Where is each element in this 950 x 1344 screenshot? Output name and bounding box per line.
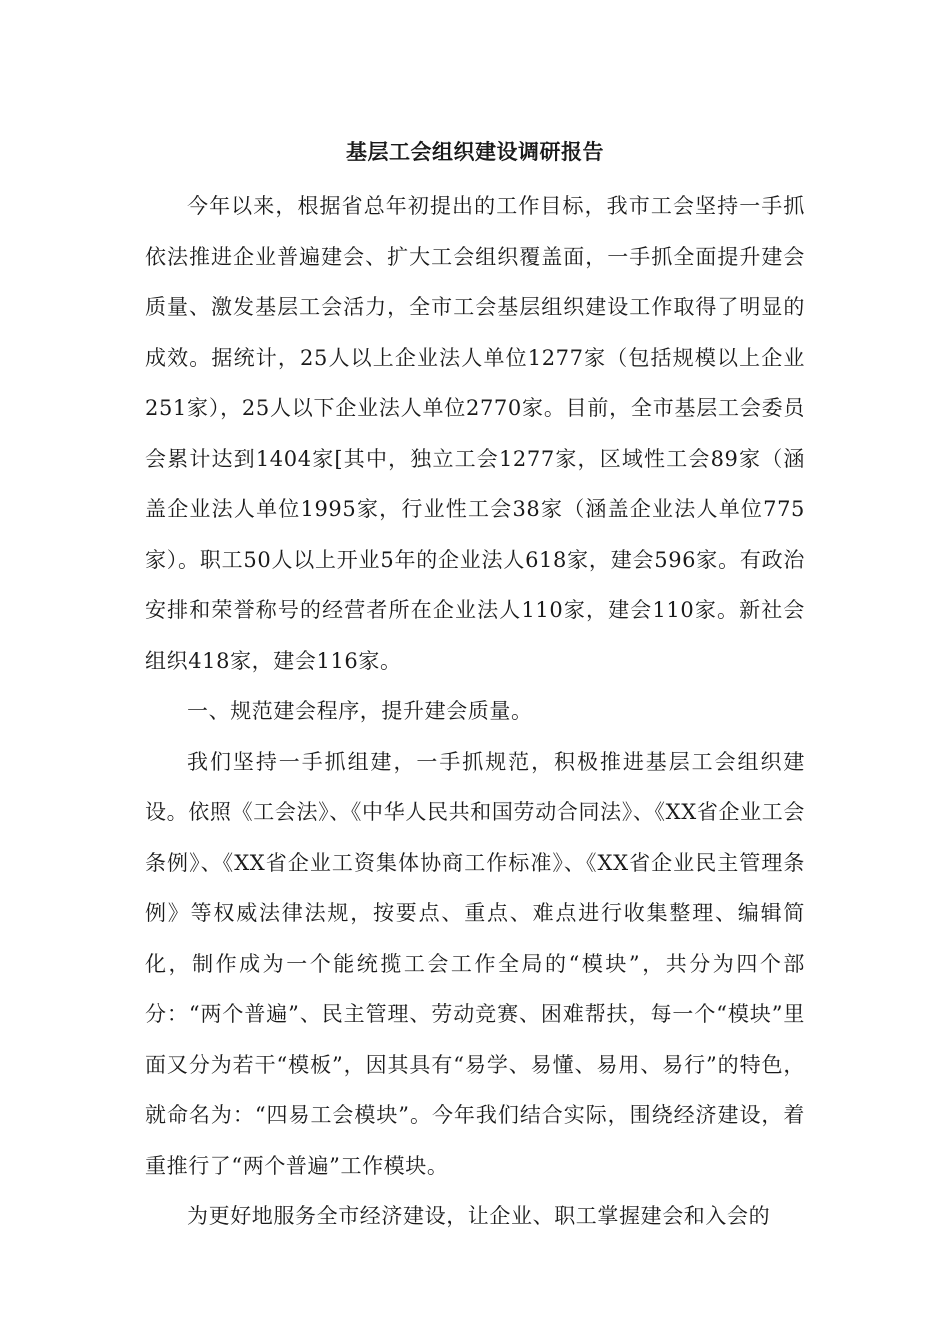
document-body [145,181,805,1242]
document-title: 基层工会组织建设调研报告 [346,140,604,164]
section-heading-1: 一、规范建会程序，提升建会质量。 [187,699,533,723]
paragraph-service: 为更好地服务全市经济建设，让企业、职工掌握建会和入会的 [187,1204,771,1228]
paragraph-intro: 今年以来，根据省总年初提出的工作目标，我市工会坚持一手抓依法推进企业普遍建会、扩大工会组织覆盖面，一手抓全面提升建会质量、激发基层工会活力，全市工会基层组织建设工作取得了明显的成效。据统计，25人以上企业法人单位1277家（包括规模以上企业251家），25人以下企业法人单位2770家。目前，全市基层工会委员会累计达到1404家[其中，独立工会1277家，区域性工会89家（涵盖企业法人单位1995家，行业性工会38家（涵盖企业法人单位775家）。职工50人以上开业5年的企业法人618家，建会596家。有政治安排和荣誉称号的经营者所在企业法人110家，建会110家。新社会组织418家，建会116家。 [145,194,805,673]
paragraph-module: 我们坚持一手抓组建，一手抓规范，积极推进基层工会组织建设。依照《工会法》、《中华人民共和国劳动合同法》、《XX省企业工会条例》、《XX省企业工资集体协商工作标准》、《XX省企业民主管理条例》等权威法律法规，按要点、重点、难点进行收集整理、编辑简化，制作成为一个能统揽工会工作全局的“模块”，共分为四个部分：“两个普遍”、民主管理、劳动竞赛、困难帮扶，每一个“模块”里面又分为若干“模板”，因其具有“易学、易懂、易用、易行”的特色，就命名为：“四易工会模块”。今年我们结合实际，围绕经济建设，着重推行了“两个普遍”工作模块。 [145,749,805,1178]
